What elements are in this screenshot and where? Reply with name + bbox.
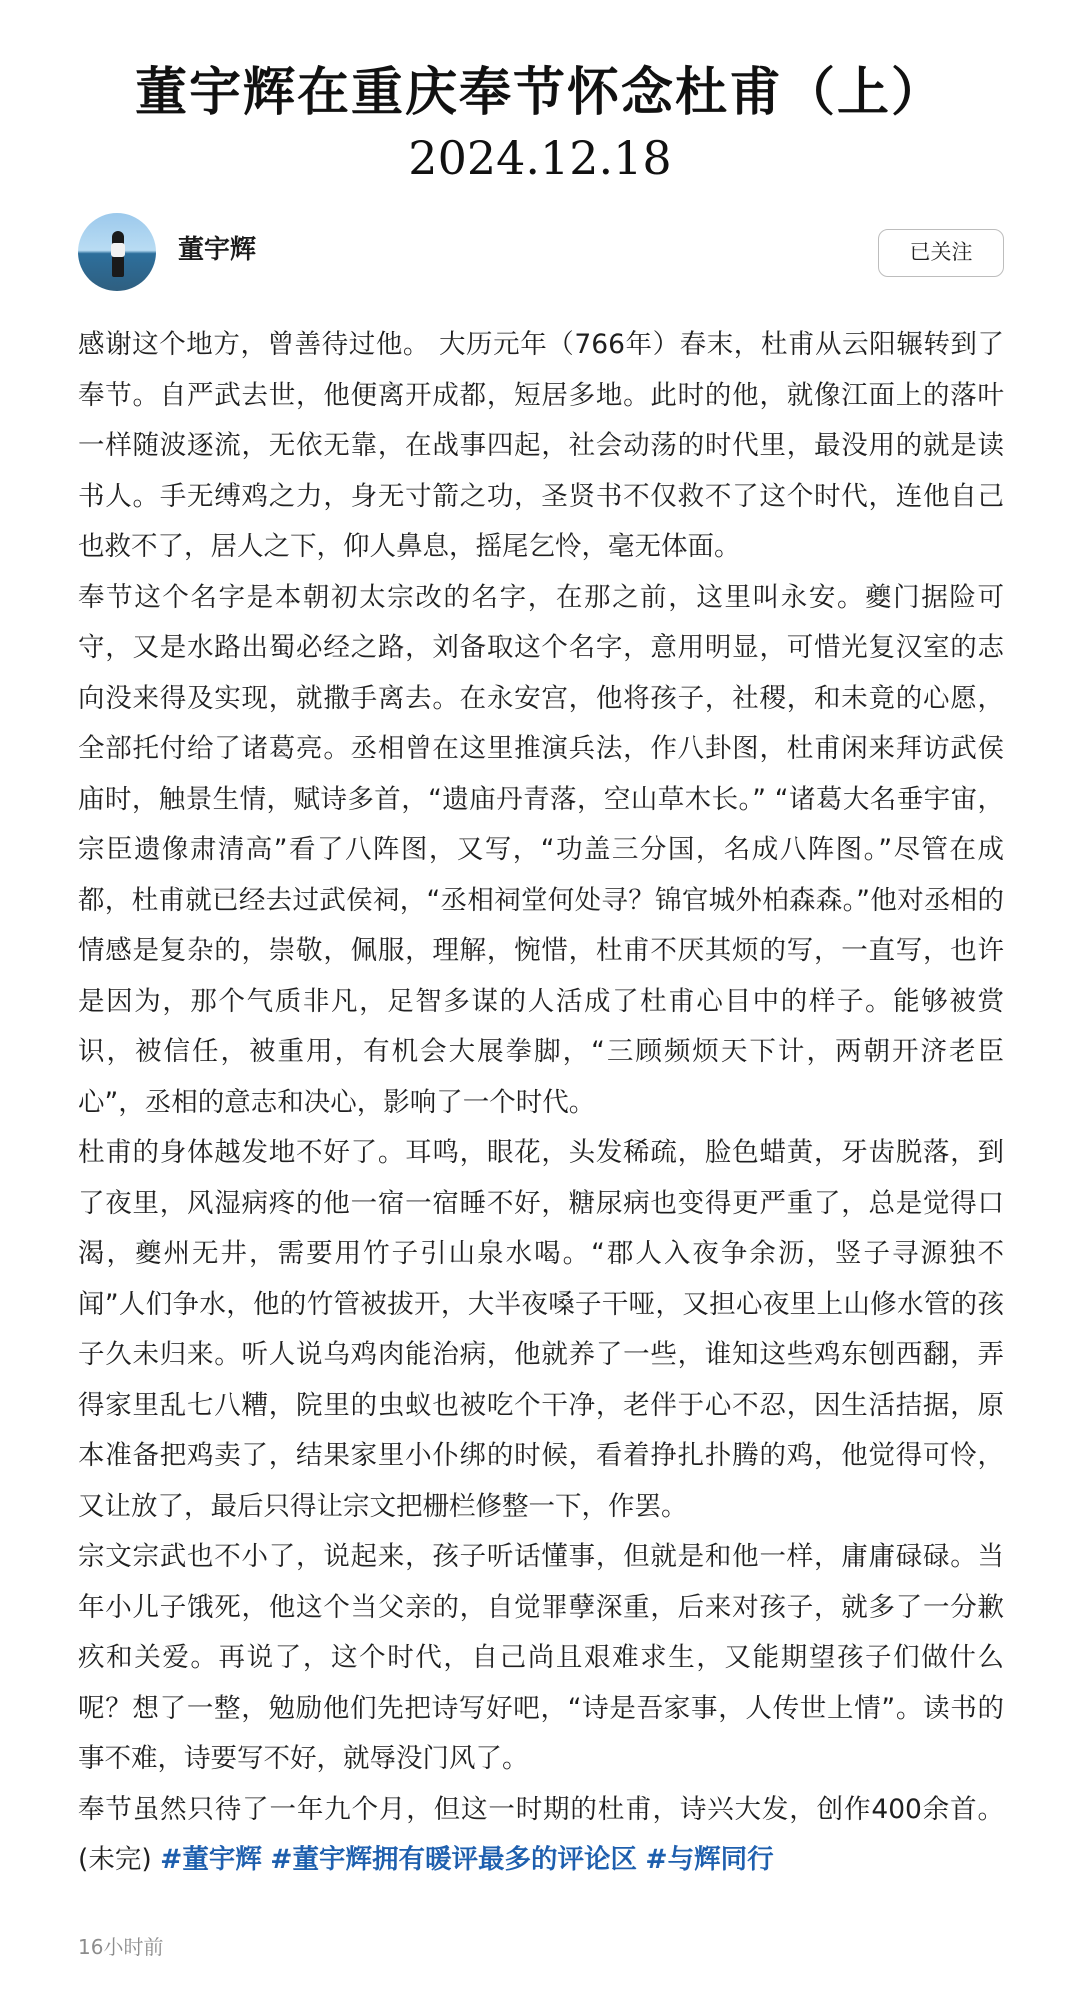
paragraph-3: 杜甫的身体越发地不好了。耳鸣，眼花，头发稀疏，脸色蜡黄，牙齿脱落，到了夜里，风湿病疼的他一宿一宿睡不好，糖尿病也变得更严重了，总是觉得口渴，夔州无井，需要用竹子引山泉水喝。“郡人入夜争余沥，竖子寻源独不闻”人们争水，他的竹管被拔开，大半夜嗓子干哑，又担心夜里上山修水管的孩子久未归来。听人说乌鸡肉能治病，他就养了一些，谁知这些鸡东刨西翻，弄得家里乱七八糟，院里的虫蚁也被吃个干净，老伴于心不忍，因生活拮据，原本准备把鸡卖了，结果家里小仆绑的时候，看着挣扎扑腾的鸡，他觉得可怜，又让放了，最后只得让宗文把栅栏修整一下，作罢。 bbox=[78, 1137, 1004, 1522]
post-content bbox=[78, 320, 1004, 1886]
hashtag-yuhui-tongxing[interactable]: #与辉同行 bbox=[645, 1844, 774, 1875]
hashtag-dongyuhui[interactable]: #董宇辉 bbox=[160, 1844, 262, 1875]
follow-button[interactable]: 已关注 bbox=[878, 229, 1004, 277]
author-row bbox=[0, 210, 1080, 300]
paragraph-1: 感谢这个地方，曾善待过他。 大历元年（766年）春末，杜甫从云阳辗转到了奉节。自严武去世，他便离开成都，短居多地。此时的他，就像江面上的落叶一样随波逐流，无依无靠，在战事四起，社会动荡的时代里，最没用的就是读书人。手无缚鸡之力，身无寸箭之功，圣贤书不仅救不了这个时代，连他自己也救不了，居人之下，仰人鼻息，摇尾乞怜，毫无体面。 bbox=[78, 329, 1004, 562]
paragraph-4: 宗文宗武也不小了，说起来，孩子听话懂事，但就是和他一样，庸庸碌碌。当年小儿子饿死，他这个当父亲的，自觉罪孽深重，后来对孩子，就多了一分歉疚和关爱。再说了，这个时代，自己尚且艰难求生，又能期望孩子们做什么呢？想了一整，勉励他们先把诗写好吧，“诗是吾家事，人传世上情”。读书的事不难，诗要写不好，就辱没门风了。 bbox=[78, 1541, 1004, 1774]
paragraph-2: 奉节这个名字是本朝初太宗改的名字，在那之前，这里叫永安。夔门据险可守，又是水路出蜀必经之路，刘备取这个名字，意用明显，可惜光复汉室的志向没来得及实现，就撒手离去。在永安宫，他将孩子，社稷，和未竟的心愿，全部托付给了诸葛亮。丞相曾在这里推演兵法，作八卦图，杜甫闲来拜访武侯庙时，触景生情，赋诗多首，“遗庙丹青落，空山草木长。” “诸葛大名垂宇宙，宗臣遗像肃清高”看了八阵图，又写，“功盖三分国，名成八阵图。”尽管在成都，杜甫就已经去过武侯祠，“丞相祠堂何处寻？锦官城外柏森森。”他对丞相的情感是复杂的，崇敬，佩服，理解，惋惜，杜甫不厌其烦的写，一直写，也许是因为，那个气质非凡，足智多谋的人活成了杜甫心目中的样子。能够被赏识，被信任，被重用，有机会大展拳脚，“三顾频烦天下计，两朝开济老臣心”，丞相的意志和决心，影响了一个时代。 bbox=[78, 581, 1004, 1118]
post-header bbox=[0, 0, 1080, 205]
page-title: 董宇辉在重庆奉节怀念杜甫（上） bbox=[134, 62, 945, 123]
post-timestamp: 16小时前 bbox=[78, 1935, 164, 1959]
hashtag-comment-area[interactable]: #董宇辉拥有暖评最多的评论区 bbox=[270, 1844, 637, 1875]
author-name[interactable]: 董宇辉 bbox=[178, 235, 257, 265]
paragraph-5-text: 奉节虽然只待了一年九个月，但这一时期的杜甫，诗兴大发，创作400余首。(未完) bbox=[78, 1793, 1004, 1875]
post-date: 2024.12.18 bbox=[408, 131, 672, 185]
avatar-shirt-shape bbox=[111, 243, 125, 257]
avatar[interactable] bbox=[78, 213, 156, 291]
paragraph-5 bbox=[78, 1785, 1004, 1886]
